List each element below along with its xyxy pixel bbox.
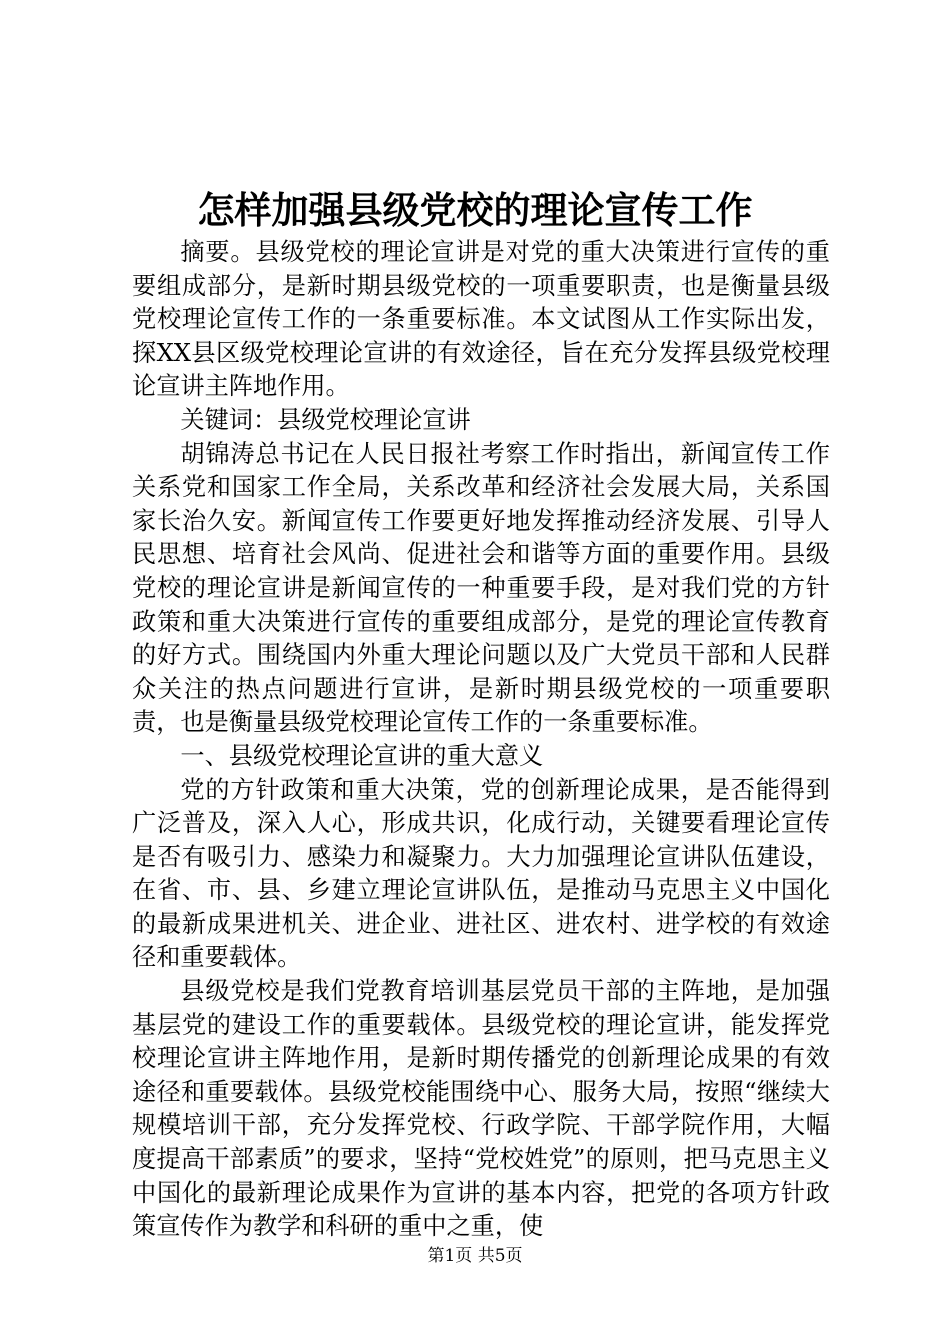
body-paragraph: 县级党校是我们党教育培训基层党员干部的主阵地，是加强基层党的建设工作的重要载体。县级党校的理论宣讲，能发挥党校理论宣讲主阵地作用，是新时期传播党的创新理论成果的有效途径和重要载体。县级党校能围绕中心、服务大局，按照“继续大规模培训干部，充分发挥党校、行政学院、干部学院作用，大幅度提高干部素质”的要求，坚持“党校姓党”的原则，把马克思主义中国化的最新理论成果作为宣讲的基本内容，把党的各项方针政策宣传作为教学和科研的重中之重，使 — [132, 977, 830, 1241]
document-title: 怎样加强县级党校的理论宣传工作 — [197, 188, 753, 232]
body-paragraph: 党的方针政策和重大决策，党的创新理论成果，是否能得到广泛普及，深入人心，形成共识，化成行动，关键要看理论宣传是否有吸引力、感染力和凝聚力。大力加强理论宣讲队伍建设，在省、市、县、乡建立理论宣讲队伍，是推动马克思主义中国化的最新成果进机关、进企业、进社区、进农村、进学校的有效途径和重要载体。 — [132, 775, 830, 972]
keywords-paragraph: 关键词：县级党校理论宣讲 — [180, 405, 471, 434]
document-body — [132, 236, 830, 1244]
body-paragraph: 胡锦涛总书记在人民日报社考察工作时指出，新闻宣传工作关系党和国家工作全局，关系改革和经济社会发展大局，关系国家长治久安。新闻宣传工作要更好地发挥推动经济发展、引导人民思想、培育社会风尚、促进社会和谐等方面的重要作用。县级党校的理论宣讲是新闻宣传的一种重要手段，是对我们党的方针政策和重大决策进行宣传的重要组成部分，是党的理论宣传教育的好方式。围绕国内外重大理论问题以及广大党员干部和人民群众关注的热点问题进行宣讲，是新时期县级党校的一项重要职责，也是衡量县级党校理论宣传工作的一条重要标准。 — [132, 439, 830, 737]
abstract-paragraph: 摘要。县级党校的理论宣讲是对党的重大决策进行宣传的重要组成部分，是新时期县级党校的一项重要职责，也是衡量县级党校理论宣传工作的一条重要标准。本文试图从工作实际出发，探XX县区级党校理论宣讲的有效途径，旨在充分发挥县级党校理论宣讲主阵地作用。 — [132, 238, 830, 401]
page-footer: 第1页 共5页 — [427, 1246, 523, 1266]
section-heading: 一、县级党校理论宣讲的重大意义 — [180, 741, 544, 770]
